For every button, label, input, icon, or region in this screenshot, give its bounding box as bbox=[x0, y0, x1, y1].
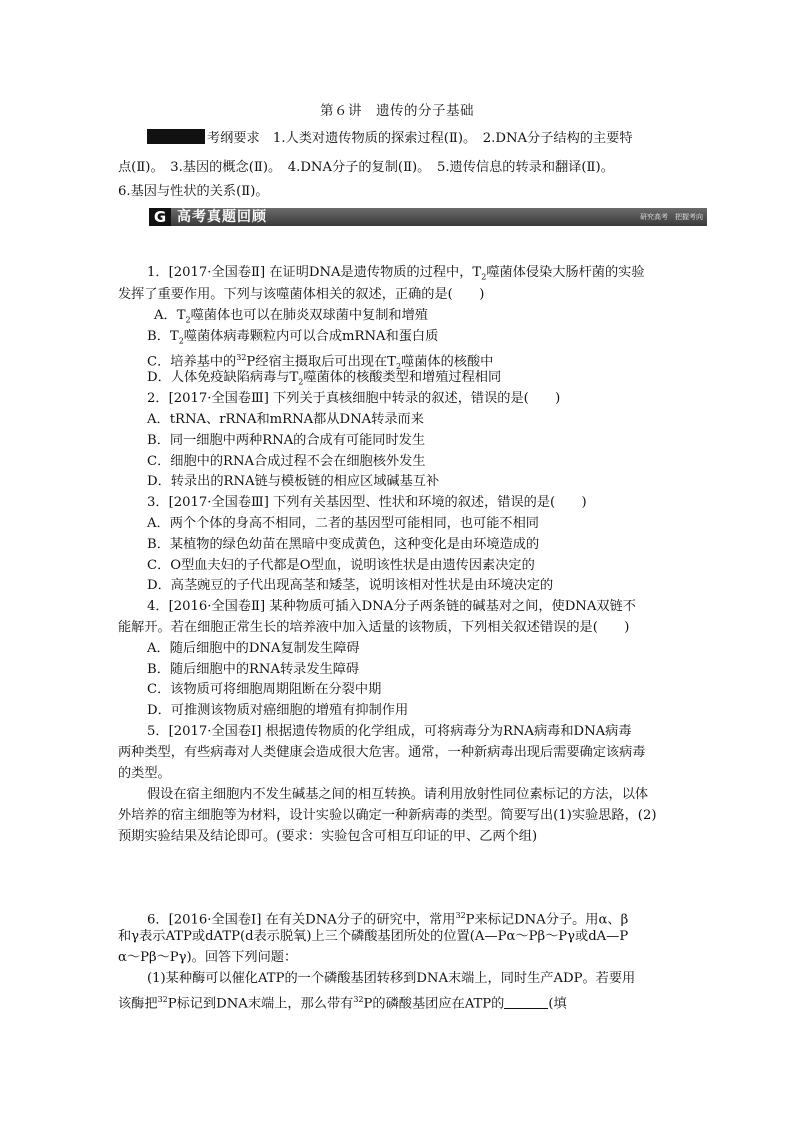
q5-line-5: 外培养的宿主细胞等为材料，设计实验以确定一种新病毒的类型。简要写出(1)实验思路，(2) bbox=[118, 808, 657, 823]
q3-option-a: A．两个个体的身高不相同，二者的基因型可能相同，也可能不相同 bbox=[147, 516, 539, 531]
banner-title: 高考真题回顾 bbox=[177, 209, 267, 225]
syllabus-line-1 bbox=[147, 129, 709, 150]
q4-stem-line-2: 能解开。若在细胞正常生长的培养液中加入适量的该物质，下列相关叙述错误的是( ) bbox=[118, 620, 630, 635]
page-title: 第６讲 遗传的分子基础 bbox=[320, 103, 474, 119]
answer-blank[interactable] bbox=[504, 996, 548, 1009]
banner-subtitle: 研究高考 把握考向 bbox=[640, 213, 703, 221]
q4-stem-line-1: 4．[2016·全国卷Ⅱ] 某种物质可插入DNA分子两条链的碱基对之间，使DNA双链不 bbox=[147, 599, 636, 614]
section-banner bbox=[149, 208, 707, 226]
q5-line-1: 5．[2017·全国卷Ⅰ] 根据遗传物质的化学组成，可将病毒分为RNA病毒和DNA病毒 bbox=[147, 724, 632, 739]
q4-option-a: A．随后细胞中的DNA复制发生障碍 bbox=[147, 641, 360, 656]
q6-line-3: α～Pβ～Pγ)。回答下列问题： bbox=[118, 950, 298, 965]
q4-option-b: B．随后细胞中的RNA转录发生障碍 bbox=[147, 662, 360, 677]
q2-option-a: A．tRNA、rRNA和mRNA都从DNA转录而来 bbox=[147, 412, 424, 427]
q3-option-b: B．某植物的绿色幼苗在黑暗中变成黄色，这种变化是由环境造成的 bbox=[147, 537, 540, 552]
q4-option-d: D．可推测该物质对癌细胞的增殖有抑制作用 bbox=[147, 703, 409, 718]
q3-stem: 3．[2017·全国卷Ⅲ] 下列有关基因型、性状和环境的叙述，错误的是( ) bbox=[147, 495, 587, 510]
q6-line-2: 和γ表示ATP或dATP(d表示脱氧)上三个磷酸基团所处的位置(A—Pα～Pβ～Pγ或dA—P bbox=[118, 929, 629, 944]
q6-line-5: 该酶把$^{32}$P标记到DNA末端上，那么带有$^{32}$P的磷酸基团应在ATP的 (填 bbox=[118, 995, 567, 1012]
banner-letter: G bbox=[149, 208, 171, 226]
q2-option-d: D．转录出的RNA链与模板链的相应区域碱基互补 bbox=[147, 474, 440, 489]
q5-line-3: 的类型。 bbox=[118, 766, 171, 781]
q5-line-2: 两种类型，有些病毒对人类健康会造成很大危害。通常，一种新病毒出现后需要确定该病毒 bbox=[118, 745, 646, 760]
q1-stem-line-1: 1．[2017·全国卷Ⅱ] 在证明DNA是遗传物质的过程中，$T_2$噬菌体侵染大肠杆菌的实验 bbox=[147, 265, 645, 282]
syllabus-text-1: 考纲要求 1.人类对遗传物质的探索过程(Ⅱ)。 2.DNA分子结构的主要特 bbox=[207, 131, 633, 146]
q2-option-c: C．细胞中的RNA合成过程不会在细胞核外发生 bbox=[147, 454, 426, 469]
syllabus-line-3: 6.基因与性状的关系(Ⅱ)。 bbox=[118, 184, 269, 199]
q1-option-a: A．$T_2$噬菌体也可以在肺炎双球菌中复制和增殖 bbox=[154, 308, 428, 325]
q5-line-6: 预期实验结果及结论即可。(要求：实验包含可相互印证的甲、乙两个组) bbox=[118, 829, 538, 844]
q2-option-b: B．同一细胞中两种RNA的合成有可能同时发生 bbox=[147, 433, 426, 448]
q3-option-d: D．高茎豌豆的子代出现高茎和矮茎，说明该相对性状是由环境决定的 bbox=[147, 578, 554, 593]
q1-option-d: D．人体免疫缺陷病毒与$T_2$噬菌体的核酸类型和增殖过程相同 bbox=[147, 370, 502, 387]
q1-stem-line-2: 发挥了重要作用。下列与该噬菌体相关的叙述，正确的是( ) bbox=[118, 287, 485, 302]
q6-line-4: (1)某种酶可以催化ATP的一个磷酸基团转移到DNA末端上，同时生产ADP。若要用 bbox=[147, 971, 636, 986]
syllabus-badge bbox=[147, 129, 205, 144]
q5-line-4: 假设在宿主细胞内不发生碱基之间的相互转换。请利用放射性同位素标记的方法，以体 bbox=[147, 787, 649, 802]
q4-option-c: C．该物质可将细胞周期阻断在分裂中期 bbox=[147, 682, 382, 697]
q6-line-1: 6．[2016·全国卷Ⅰ] 在有关DNA分子的研究中，常用$^{32}$P来标记DNA分子。用α、β bbox=[147, 911, 629, 928]
q3-option-c: C．O型血夫妇的子代都是O型血，说明该性状是由遗传因素决定的 bbox=[147, 558, 535, 573]
syllabus-line-2: 点(Ⅱ)。 3.基因的概念(Ⅱ)。 4.DNA分子的复制(Ⅱ)。 5.遗传信息的转录和翻译(Ⅱ)。 bbox=[118, 160, 614, 175]
q2-stem: 2．[2017·全国卷Ⅲ] 下列关于真核细胞中转录的叙述，错误的是( ) bbox=[147, 391, 561, 406]
q1-option-b: B．$T_2$噬菌体病毒颗粒内可以合成mRNA和蛋白质 bbox=[147, 329, 439, 346]
q1-option-c: C．培养基中的$^{32}$P经宿主摄取后可出现在$T_2$噬菌体的核酸中 bbox=[147, 353, 494, 372]
